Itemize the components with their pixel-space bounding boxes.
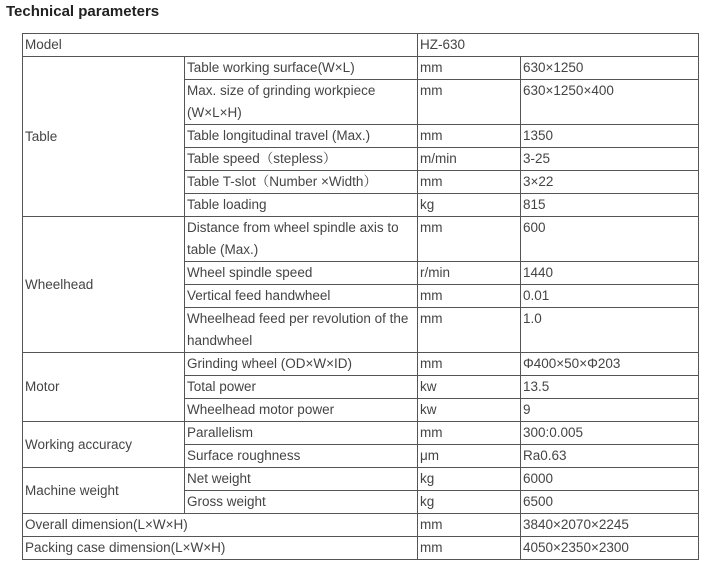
param-name: Total power xyxy=(185,376,418,399)
table-row xyxy=(23,537,699,560)
param-name: Grinding wheel (OD×W×ID) xyxy=(185,353,418,376)
model-label: Model xyxy=(23,34,418,57)
param-name: Table working surface(W×L) xyxy=(185,57,418,80)
param-unit: mm xyxy=(418,537,521,560)
param-name: Gross weight xyxy=(185,491,418,514)
param-value: 6000 xyxy=(521,468,699,491)
param-value: 815 xyxy=(521,194,699,217)
param-name: Surface roughness xyxy=(185,445,418,468)
param-value: 13.5 xyxy=(521,376,699,399)
param-unit: r/min xyxy=(418,262,521,285)
param-name: Vertical feed handwheel xyxy=(185,285,418,308)
group-label-motor: Motor xyxy=(23,353,185,422)
param-name: Distance from wheel spindle axis to table (Max.) xyxy=(185,217,418,262)
group-label-weight: Machine weight xyxy=(23,468,185,514)
group-label-accuracy: Working accuracy xyxy=(23,422,185,468)
table-row xyxy=(23,422,699,445)
param-value: 3-25 xyxy=(521,148,699,171)
param-value: 9 xyxy=(521,399,699,422)
param-unit: mm xyxy=(418,285,521,308)
group-label-table: Table xyxy=(23,57,185,217)
param-unit: kw xyxy=(418,376,521,399)
param-name: Wheelhead motor power xyxy=(185,399,418,422)
param-value: Φ400×50×Φ203 xyxy=(521,353,699,376)
param-value: 630×1250 xyxy=(521,57,699,80)
param-value: 1440 xyxy=(521,262,699,285)
param-value: 6500 xyxy=(521,491,699,514)
param-name: Table T-slot（Number ×Width） xyxy=(185,171,418,194)
param-name: Wheelhead feed per revolution of the handwheel xyxy=(185,308,418,353)
param-value: 4050×2350×2300 xyxy=(521,537,699,560)
section-title: Technical parameters xyxy=(6,3,160,20)
param-unit: m/min xyxy=(418,148,521,171)
packing-dimension-label: Packing case dimension(L×W×H) xyxy=(23,537,418,560)
param-name: Table loading xyxy=(185,194,418,217)
param-name: Table longitudinal travel (Max.) xyxy=(185,125,418,148)
param-name: Table speed（stepless） xyxy=(185,148,418,171)
param-value: Ra0.63 xyxy=(521,445,699,468)
param-unit: mm xyxy=(418,217,521,262)
param-value: 600 xyxy=(521,217,699,262)
param-value: 300:0.005 xyxy=(521,422,699,445)
table-row xyxy=(23,468,699,491)
param-unit: mm xyxy=(418,57,521,80)
table-row xyxy=(23,514,699,537)
param-unit: mm xyxy=(418,514,521,537)
param-unit: kg xyxy=(418,491,521,514)
param-unit: mm xyxy=(418,171,521,194)
param-unit: kg xyxy=(418,194,521,217)
overall-dimension-label: Overall dimension(L×W×H) xyxy=(23,514,418,537)
param-value: 1350 xyxy=(521,125,699,148)
param-value: 630×1250×400 xyxy=(521,80,699,125)
param-unit: μm xyxy=(418,445,521,468)
table-row xyxy=(23,217,699,262)
param-name: Net weight xyxy=(185,468,418,491)
spec-table xyxy=(22,33,699,560)
param-value: 3840×2070×2245 xyxy=(521,514,699,537)
param-value: 3×22 xyxy=(521,171,699,194)
table-row xyxy=(23,57,699,80)
param-name: Parallelism xyxy=(185,422,418,445)
param-value: 0.01 xyxy=(521,285,699,308)
param-unit: mm xyxy=(418,80,521,125)
param-value: 1.0 xyxy=(521,308,699,353)
param-unit: mm xyxy=(418,308,521,353)
param-unit: kw xyxy=(418,399,521,422)
param-unit: mm xyxy=(418,353,521,376)
table-row xyxy=(23,34,699,57)
param-unit: mm xyxy=(418,125,521,148)
model-value: HZ-630 xyxy=(418,34,699,57)
group-label-wheelhead: Wheelhead xyxy=(23,217,185,353)
param-unit: kg xyxy=(418,468,521,491)
table-row xyxy=(23,353,699,376)
param-name: Wheel spindle speed xyxy=(185,262,418,285)
param-unit: mm xyxy=(418,422,521,445)
param-name: Max. size of grinding workpiece (W×L×H) xyxy=(185,80,418,125)
